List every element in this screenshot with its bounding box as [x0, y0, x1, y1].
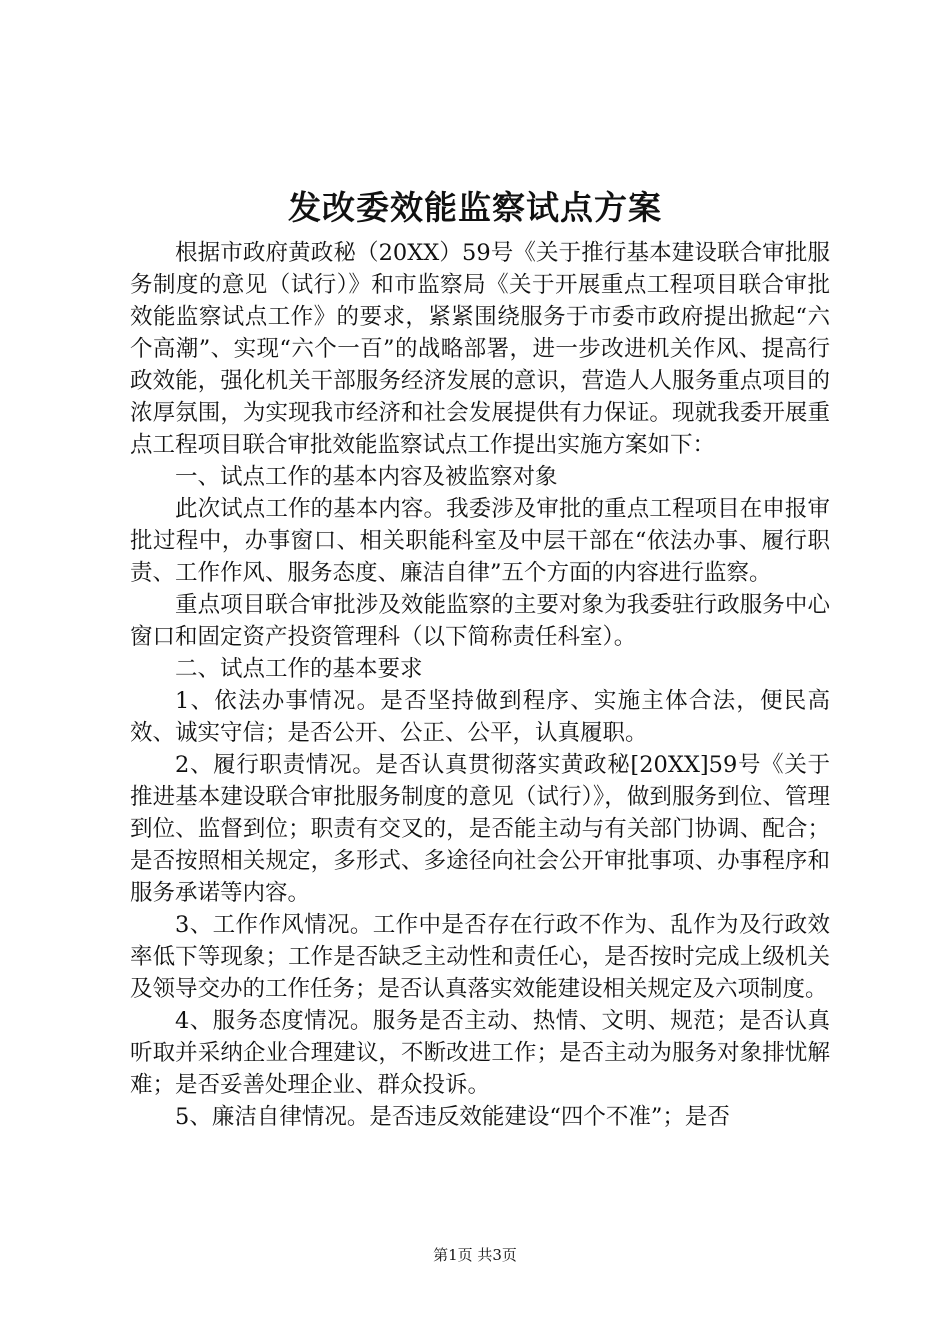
requirement-item-4: 4、服务态度情况。服务是否主动、热情、文明、规范；是否认真听取并采纳企业合理建议，不断改进工作；是否主动为服务对象排忧解难；是否妥善处理企业、群众投诉。 — [130, 1008, 830, 1098]
paragraph-objects: 重点项目联合审批涉及效能监察的主要对象为我委驻行政服务中心窗口和固定资产投资管理科（以下简称责任科室）。 — [130, 592, 830, 650]
requirement-item-5: 5、廉洁自律情况。是否违反效能建设“四个不准”；是否 — [175, 1104, 730, 1130]
paragraph-intro: 根据市政府黄政秘（20XX）59号《关于推行基本建设联合审批服务制度的意见（试行）》和市监察局《关于开展重点工程项目联合审批效能监察试点工作》的要求，紧紧围绕服务于市委市政府提出掀起“六个高潮”、实现“六个一百”的战略部署，进一步改进机关作风、提高行政效能，强化机关干部服务经济发展的意识，营造人人服务重点项目的浓厚氛围，为实现我市经济和社会发展提供有力保证。现就我委开展重点工程项目联合审批效能监察试点工作提出实施方案如下： — [130, 240, 830, 458]
section-heading-1: 一、试点工作的基本内容及被监察对象 — [175, 464, 558, 490]
page-footer: 第1页 共3页 — [433, 1246, 517, 1264]
requirement-item-1: 1、依法办事情况。是否坚持做到程序、实施主体合法，便民高效、诚实守信；是否公开、公正、公平，认真履职。 — [130, 688, 830, 746]
section-heading-2: 二、试点工作的基本要求 — [175, 656, 423, 682]
document-body — [130, 237, 830, 1133]
requirement-item-2: 2、履行职责情况。是否认真贯彻落实黄政秘[20XX]59号《关于推进基本建设联合审批服务制度的意见（试行）》，做到服务到位、管理到位、监督到位；职责有交叉的，是否能主动与有关部门协调、配合；是否按照相关规定，多形式、多途径向社会公开审批事项、办事程序和服务承诺等内容。 — [130, 752, 830, 906]
requirement-item-3: 3、工作作风情况。工作中是否存在行政不作为、乱作为及行政效率低下等现象；工作是否缺乏主动性和责任心，是否按时完成上级机关及领导交办的工作任务；是否认真落实效能建设相关规定及六项制度。 — [130, 912, 830, 1002]
document-title: 发改委效能监察试点方案 — [288, 188, 662, 227]
paragraph-content: 此次试点工作的基本内容。我委涉及审批的重点工程项目在申报审批过程中，办事窗口、相关职能科室及中层干部在“依法办事、履行职责、工作作风、服务态度、廉洁自律”五个方面的内容进行监察。 — [130, 496, 830, 586]
